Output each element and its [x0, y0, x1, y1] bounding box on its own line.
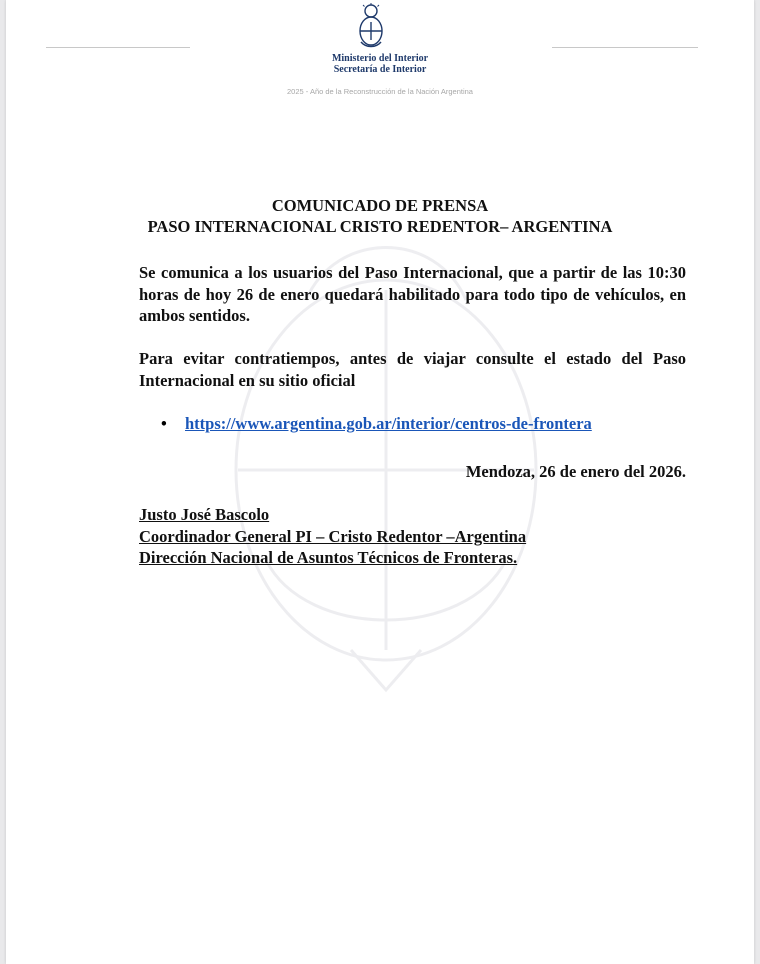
announcement-paragraph: Se comunica a los usuarios del Paso Internacional, que a partir de las 10:30 horas de hoy 26 de enero quedará habilitado para todo tipo de vehículos, en ambos sentidos. [139, 263, 686, 325]
document-page [6, 0, 754, 964]
advice-paragraph: Para evitar contratiempos, antes de viajar consulte el estado del Paso Internacional en su sitio oficial [139, 349, 686, 390]
press-release-title: COMUNICADO DE PRENSA [271, 196, 489, 215]
header-rule-left [46, 47, 190, 48]
official-site-link[interactable]: https://www.argentina.gob.ar/interior/centros-de-frontera [185, 414, 592, 433]
press-release-subtitle: PASO INTERNACIONAL CRISTO REDENTOR– ARGENTINA [147, 217, 613, 236]
place-and-date: Mendoza, 26 de enero del 2026. [465, 462, 686, 481]
signatory-name: Justo José Bascolo [139, 505, 270, 524]
ministry-name: Ministerio del Interior [331, 53, 429, 64]
signatory-department: Dirección Nacional de Asuntos Técnicos de Fronteras. [139, 548, 518, 567]
bullet-icon: • [161, 414, 167, 433]
national-coat-of-arms-watermark [6, 0, 754, 964]
coat-of-arms-icon [354, 2, 388, 50]
header-rule-right [552, 47, 698, 48]
secretariat-name: Secretaría de Interior [333, 64, 427, 75]
signatory-role: Coordinador General PI – Cristo Redentor –Argentina [139, 527, 527, 546]
year-motto: 2025 - Año de la Reconstrucción de la Nación Argentina [287, 87, 473, 96]
